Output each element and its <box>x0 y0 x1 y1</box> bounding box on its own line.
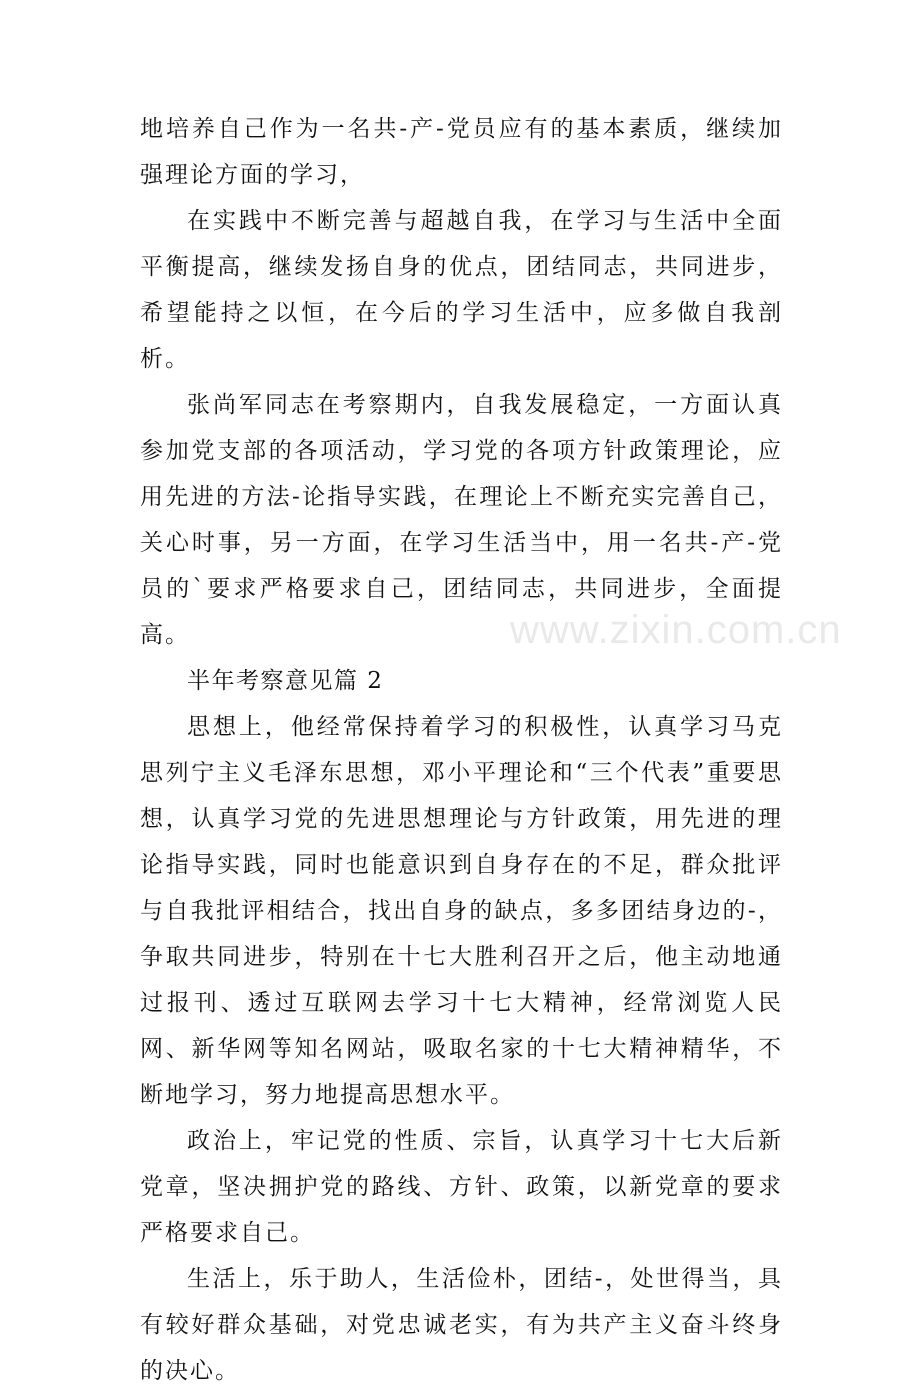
document-page <box>140 106 783 1394</box>
paragraph-ideology: 思想上，他经常保持着学习的积极性，认真学习马克思列宁主义毛泽东思想，邓小平理论和“三个代表”重要思想，认真学习党的先进思想理论与方针政策，用先进的理论指导实践，同时也能意识到自身存在的不足，群众批评与自我批评相结合，找出自身的缺点，多多团结身边的-，争取共同进步，特别在十七大胜利召开之后，他主动地通过报刊、透过互联网去学习十七大精神，经常浏览人民网、新华网等知名网站，吸取名家的十七大精神精华，不断地学习，努力地提高思想水平。 <box>140 714 783 1108</box>
paragraph-politics: 政治上，牢记党的性质、宗旨，认真学习十七大后新党章，坚决拥护党的路线、方针、政策，以新党章的要求严格要求自己。 <box>140 1128 783 1246</box>
paragraph-practice: 在实践中不断完善与超越自我，在学习与生活中全面平衡提高，继续发扬自身的优点，团结同志，共同进步，希望能持之以恒，在今后的学习生活中，应多做自我剖析。 <box>140 208 783 372</box>
paragraph-continuation: 地培养自己作为一名共-产-党员应有的基本素质，继续加强理论方面的学习， <box>140 116 783 188</box>
watermark-text: www.zixin.com.cn <box>510 608 842 652</box>
paragraph-evaluation-zhang: 张尚军同志在考察期内，自我发展稳定，一方面认真参加党支部的各项活动，学习党的各项方针政策理论，应用先进的方法-论指导实践，在理论上不断充实完善自己，关心时事，另一方面，在学习生活当中，用一名共-产-党员的`要求严格要求自己，团结同志，共同进步，全面提高。 <box>140 392 783 648</box>
paragraph-life: 生活上，乐于助人，生活俭朴，团结-，处世得当，具有较好群众基础，对党忠诚老实，有为共产主义奋斗终身的决心。 <box>140 1266 783 1384</box>
section-heading: 半年考察意见篇 2 <box>187 668 384 694</box>
